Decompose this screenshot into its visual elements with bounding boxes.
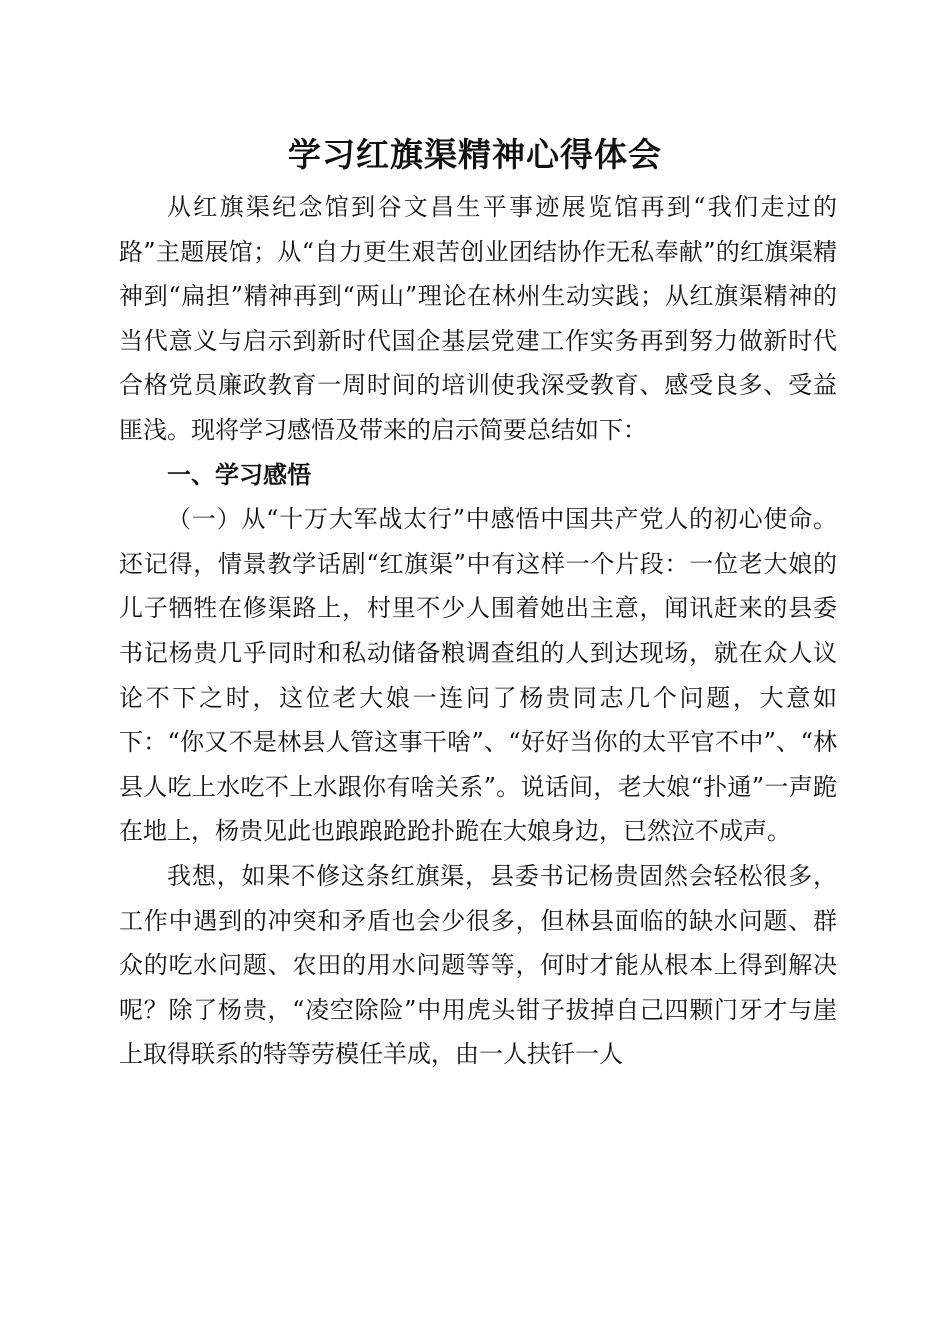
document-title: 学习红旗渠精神心得体会 — [288, 135, 662, 174]
body-paragraph: （一）从“十万大军战太行”中感悟中国共产党人的初心使命。还记得，情景教学话剧“红旗渠”中有这样一个片段：一位老大娘的儿子牺牲在修渠路上，村里不少人围着她出主意，闻讯赶来的县委书记杨贵几乎同时和私动储备粮调查组的人到达现场，就在众人议论不下之时，这位老大娘一连问了杨贵同志几个问题，大意如下：“你又不是林县人管这事干啥”、“好好当你的太平官不中”、“林县人吃上水吃不上水跟你有啥关系”。说话间，老大娘“扑通”一声跪在地上，杨贵见此也踉踉跄跄扑跪在大娘身边，已然泣不成声。 — [119, 505, 837, 846]
body-paragraph: 我想，如果不修这条红旗渠，县委书记杨贵固然会轻松很多，工作中遇到的冲突和矛盾也会少很多，但林县面临的缺水问题、群众的吃水问题、农田的用水问题等等，何时才能从根本上得到解决呢？除了杨贵，“凌空除险”中用虎头钳子拔掉自己四颗门牙才与崖上取得联系的特等劳模任羊成，由一人扶钎一人 — [119, 861, 837, 1069]
section-heading: 一、学习感悟 — [167, 460, 311, 489]
intro-paragraph: 从红旗渠纪念馆到谷文昌生平事迹展览馆再到“我们走过的路”主题展馆；从“自力更生艰苦创业团结协作无私奉献”的红旗渠精神到“扁担”精神再到“两山”理论在林州生动实践；从红旗渠精神的当代意义与启示到新时代国企基层党建工作实务再到努力做新时代合格党员廉政教育一周时间的培训使我深受教育、感受良多、受益匪浅。现将学习感悟及带来的启示简要总结如下： — [119, 193, 837, 444]
document-body — [119, 185, 837, 1077]
